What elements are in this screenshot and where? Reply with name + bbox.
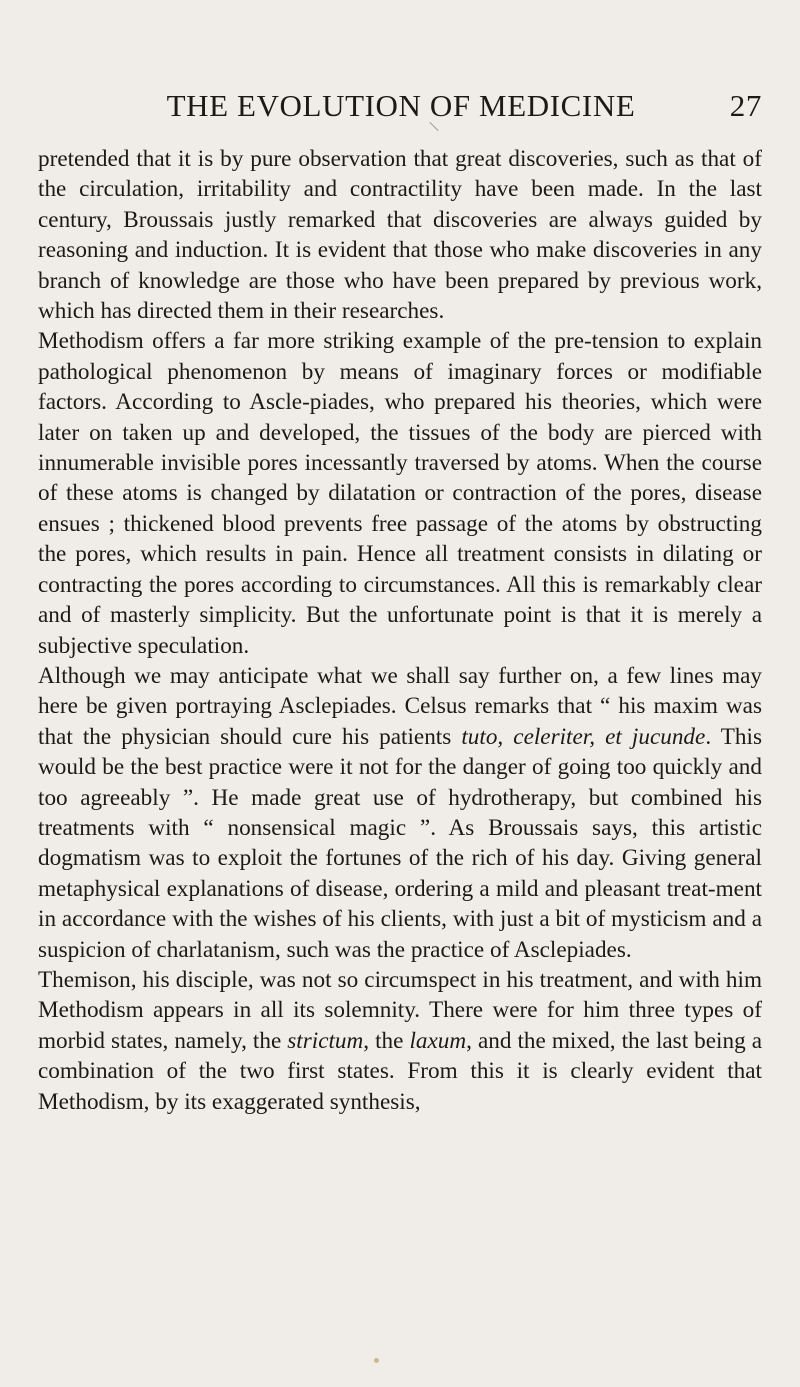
paper-speck bbox=[374, 1358, 379, 1363]
text-segment: Methodism offers a far more striking example of the pre-tension to explain pathological phenomenon by means of imaginary forces or modifiable factors. According to Ascle-piades, who prepared his theories, which were later on taken up and developed, the tissues of the body are pierced with innumerable invisible pores incessantly traversed by atoms. When the course of these atoms is changed by dilatation or contraction of the pores, disease ensues ; thickened blood prevents free passage of the atoms by obstructing the pores, which results in pain. Hence all treatment consists in dilating or contracting the pores according to circumstances. All this is remarkably clear and of masterly simplicity. But the unfortunate point is that it is merely a subjective speculation. bbox=[38, 328, 762, 659]
text-segment: Although we may anticipate what we shall say further on, a few lines may here be given portraying Asclepiades. Celsus remarks that “ his maxim was that the physician should cure his patients bbox=[38, 662, 762, 750]
latin-term-laxum: laxum bbox=[409, 1027, 467, 1054]
latin-term-strictum: strictum bbox=[287, 1027, 364, 1054]
latin-phrase: tuto, celeriter, et jucunde bbox=[461, 723, 706, 750]
chapter-title: THE EVOLUTION OF MEDICINE bbox=[166, 88, 636, 123]
body-text bbox=[38, 144, 762, 1117]
paragraph-4 bbox=[38, 965, 762, 1117]
paragraph-3 bbox=[38, 661, 762, 965]
text-segment: Themison, his disciple, was not so circumspect in his treatment, and with him Methodism appears in all its solemnity. There were for him three types of morbid states, namely, the bbox=[38, 966, 762, 1054]
text-segment: , and the mixed, the last being a combination of the two first states. From this it is clearly evident that Methodism, by its exaggerated synthesis, bbox=[38, 1027, 763, 1115]
text-segment: pretended that it is by pure observation that great discoveries, such as that of the circulation, irritability and contractility have been made. In the last century, Broussais justly remarked that discoveries are always guided by reasoning and induction. It is evident that those who make discoveries in any branch of knowledge are those who have been prepared by previous work, which has directed them in their researches. bbox=[38, 146, 762, 325]
paragraph-1 bbox=[38, 144, 762, 326]
book-page bbox=[38, 86, 762, 1117]
paragraph-2 bbox=[38, 326, 762, 660]
text-segment: . This would be the best practice were it not for the danger of going too quickly and too agreeably ”. He made great use of hydrotherapy, but combined his treatments with “ nonsensical magic ”. As Broussais says, this artistic dogmatism was to exploit the fortunes of the rich of his day. Giving general metaphysical explanations of disease, ordering a mild and pleasant treat-ment in accordance with the wishes of his clients, with just a bit of mysticism and a suspicion of charlatanism, such was the practice of Asclepiades. bbox=[38, 723, 762, 963]
running-head bbox=[38, 86, 762, 126]
text-segment: , the bbox=[363, 1027, 410, 1054]
page-number: 27 bbox=[729, 88, 762, 123]
